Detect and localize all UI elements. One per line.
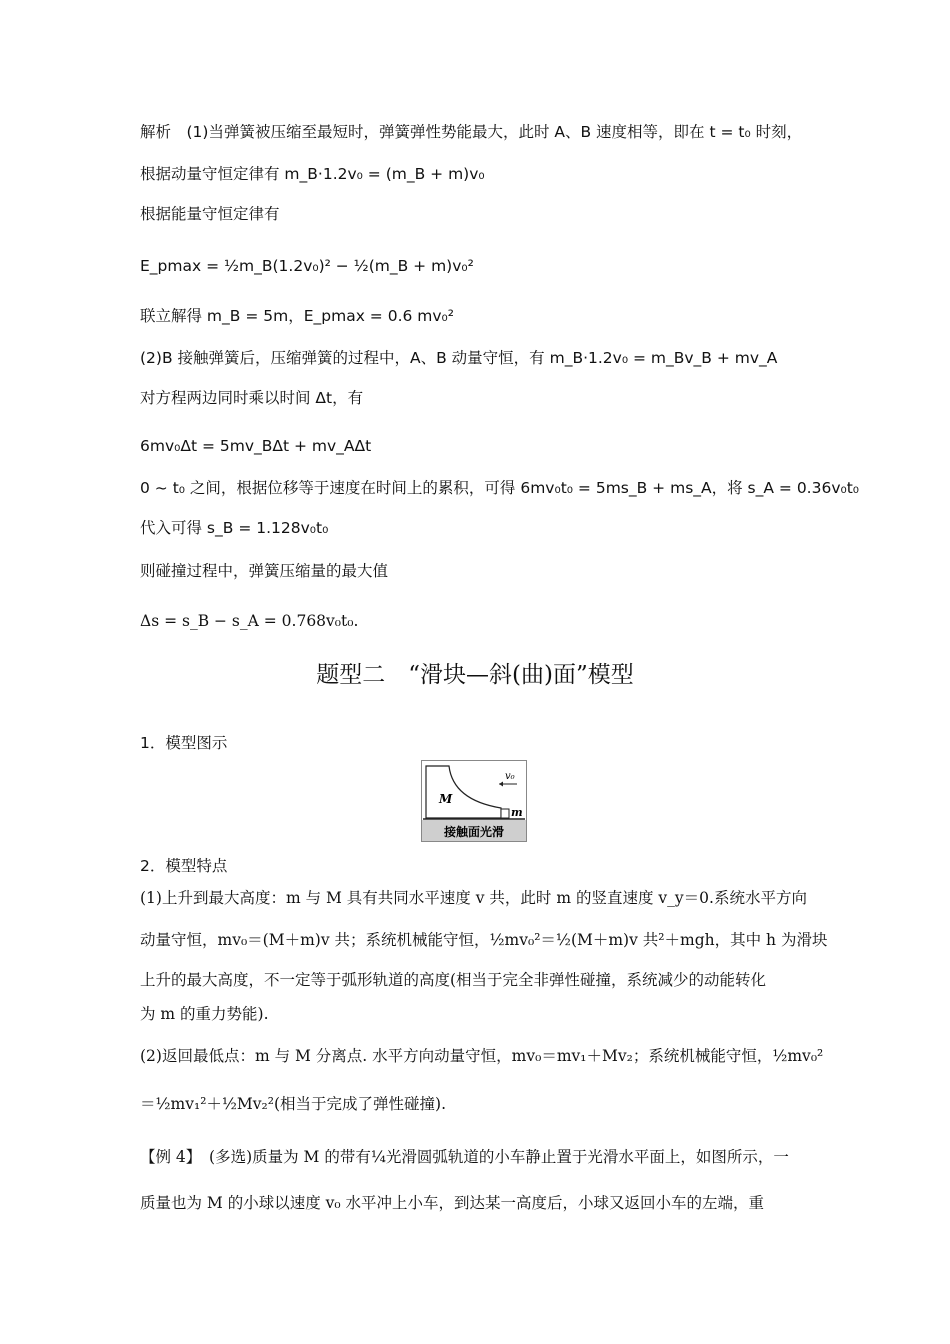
solution-line-10: 代入可得 s_B = 1.128v₀t₀	[140, 519, 329, 537]
model-figure	[421, 760, 527, 842]
feature1-line-3: 上升的最大高度，不一定等于弧形轨道的高度(相当于完全非弹性碰撞，系统减少的动能转化	[140, 971, 767, 989]
feature2-line-2: ＝½mv₁²＋½Mv₂²(相当于完成了弹性碰撞).	[140, 1095, 447, 1113]
solution-line-11: 则碰撞过程中，弹簧压缩量的最大值	[140, 562, 389, 580]
model-heading-figure: 1．模型图示	[140, 734, 228, 752]
slider-incline-diagram	[421, 760, 527, 842]
label-m: m	[511, 806, 523, 819]
section-title: 题型二 “滑块—斜(曲)面”模型	[316, 662, 634, 688]
solution-line-2: 根据动量守恒定律有 m_B·1.2v₀ = (m_B + m)v₀	[140, 165, 485, 183]
solution-line-1: 解析 (1)当弹簧被压缩至最短时，弹簧弹性势能最大，此时 A、B 速度相等，即在 t = t₀ 时刻，	[140, 123, 803, 141]
label-v0: v₀	[505, 771, 515, 782]
example-line-1: 【例 4】 (多选)质量为 M 的带有¼光滑圆弧轨道的小车静止置于光滑水平面上，如图所示，一	[140, 1148, 789, 1166]
label-M: M	[439, 792, 453, 806]
feature2-line-1: (2)返回最低点：m 与 M 分离点. 水平方向动量守恒，mv₀＝mv₁＋Mv₂；系统机械能守恒，½mv₀²	[140, 1047, 824, 1065]
solution-line-5: 联立解得 m_B = 5m，E_pmax = 0.6 mv₀²	[140, 307, 454, 325]
example-line-2: 质量也为 M 的小球以速度 v₀ 水平冲上小车，到达某一高度后，小球又返回小车的左端，重	[140, 1194, 765, 1212]
small-block	[501, 809, 509, 818]
solution-line-9: 0 ~ t₀ 之间，根据位移等于速度在时间上的累积，可得 6mv₀t₀ = 5ms_B + ms_A，将 s_A = 0.36v₀t₀	[140, 479, 860, 497]
solution-formula-energy: E_pmax = ½m_B(1.2v₀)² − ½(m_B + m)v₀²	[140, 257, 474, 275]
model-heading-features: 2．模型特点	[140, 857, 228, 875]
feature1-line-4: 为 m 的重力势能).	[140, 1005, 269, 1023]
figure-caption: 接触面光滑	[443, 825, 505, 839]
solution-line-3: 根据能量守恒定律有	[140, 205, 280, 223]
feature1-line-2: 动量守恒，mv₀＝(M＋m)v 共；系统机械能守恒，½mv₀²＝½(M＋m)v 共²＋mgh，其中 h 为滑块	[140, 931, 828, 949]
solution-formula-momentum: 6mv₀Δt = 5mv_BΔt + mv_AΔt	[140, 437, 372, 455]
solution-formula-result: Δs = s_B − s_A = 0.768v₀t₀.	[140, 612, 359, 630]
solution-line-6: (2)B 接触弹簧后，压缩弹簧的过程中，A、B 动量守恒，有 m_B·1.2v₀ = m_Bv_B + mv_A	[140, 349, 778, 367]
feature1-line-1: (1)上升到最大高度：m 与 M 具有共同水平速度 v 共，此时 m 的竖直速度 v_y＝0.系统水平方向	[140, 889, 807, 907]
solution-line-7: 对方程两边同时乘以时间 Δt，有	[140, 389, 364, 407]
